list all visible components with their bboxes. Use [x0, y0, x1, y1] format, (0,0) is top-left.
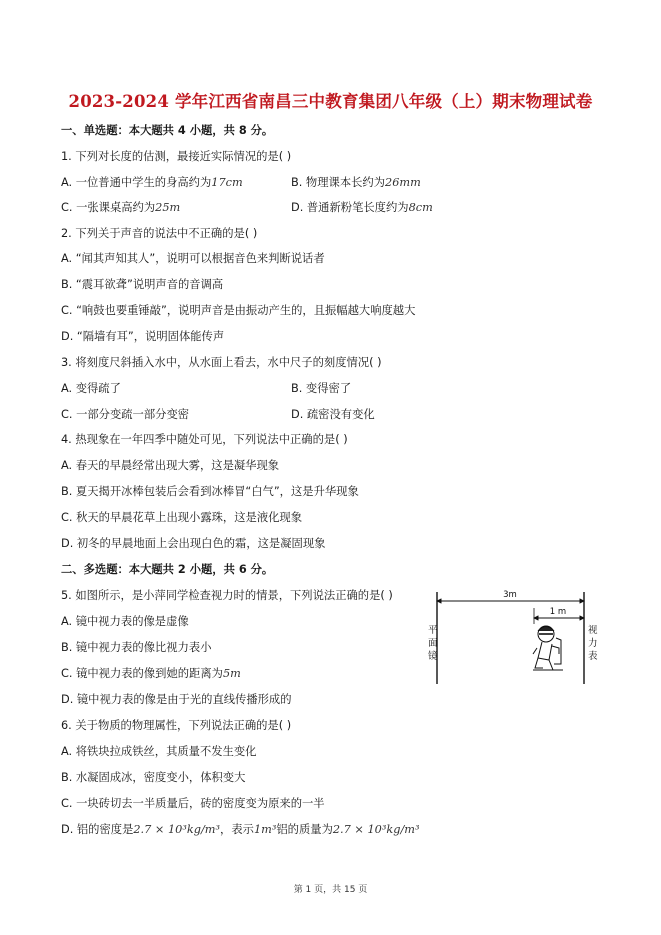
- q4-option-d: D. 初冬的早晨地面上会出现白色的霜，这是凝固现象: [61, 537, 326, 550]
- q6-option-a: A. 将铁块拉成铁丝，其质量不发生变化: [61, 745, 257, 758]
- eye-test-diagram: [425, 588, 615, 688]
- q2-option-a: A. “闻其声知其人”，说明可以根据音色来判断说话者: [61, 252, 325, 265]
- q1-option-c: C. 一张课桌高约为25m: [61, 201, 181, 214]
- q1-option-a: A. 一位普通中学生的身高约为17cm: [61, 176, 243, 189]
- q6-stem: 6. 关于物质的物理属性，下列说法正确的是( ): [61, 719, 292, 732]
- q5-stem: 5. 如图所示，是小萍同学检查视力时的情景，下列说法正确的是( ): [61, 589, 393, 602]
- q4-option-a: A. 春天的早晨经常出现大雾，这是凝华现象: [61, 459, 280, 472]
- page-title: 2023-2024 学年江西省南昌三中教育集团八年级（上）期末物理试卷: [68, 92, 593, 111]
- page-footer: 第 1 页，共 15 页: [293, 885, 368, 895]
- chart-label-2: 力: [588, 638, 598, 649]
- section-single-choice: 一、单选题：本大题共 4 小题，共 8 分。: [61, 124, 274, 137]
- label-1m: 1 m: [549, 607, 567, 617]
- q1-option-b: B. 物理课本长约为26mm: [291, 176, 421, 189]
- q6-option-d: D. 铝的密度是2.7 × 10³kg/m³，表示1m³铝的质量为2.7 × 10³kg/m³: [61, 823, 420, 836]
- q3-option-d: D. 疏密没有变化: [291, 408, 375, 421]
- q4-stem: 4. 热现象在一年四季中随处可见，下列说法中正确的是( ): [61, 433, 348, 446]
- mirror-label-3: 镜: [428, 651, 438, 662]
- q3-option-c: C. 一部分变疏一部分变密: [61, 408, 190, 421]
- q4-option-c: C. 秋天的早晨花草上出现小露珠，这是液化现象: [61, 511, 303, 524]
- label-3m: 3m: [503, 590, 517, 600]
- mirror-label-1: 平: [428, 625, 438, 636]
- q3-option-b: B. 变得密了: [291, 382, 352, 395]
- q1-stem: 1. 下列对长度的估测，最接近实际情况的是( ): [61, 150, 292, 163]
- q5-option-c: C. 镜中视力表的像到她的距离为5m: [61, 667, 241, 680]
- q5-option-b: B. 镜中视力表的像比视力表小: [61, 641, 212, 654]
- q1-option-d: D. 普通新粉笔长度约为8cm: [291, 201, 433, 214]
- section-multi-choice: 二、多选题：本大题共 2 小题，共 6 分。: [61, 563, 274, 576]
- q4-option-b: B. 夏天揭开冰棒包装后会看到冰棒冒“白气”，这是升华现象: [61, 485, 359, 498]
- q6-option-c: C. 一块砖切去一半质量后，砖的密度变为原来的一半: [61, 797, 325, 810]
- q2-option-c: C. “响鼓也要重锤敲”，说明声音是由振动产生的，且振幅越大响度越大: [61, 304, 416, 317]
- q2-option-b: B. “震耳欲聋”说明声音的音调高: [61, 278, 224, 291]
- q6-option-b: B. 水凝固成冰，密度变小，体积变大: [61, 771, 246, 784]
- q2-stem: 2. 下列关于声音的说法中不正确的是( ): [61, 227, 258, 240]
- q3-stem: 3. 将刻度尺斜插入水中，从水面上看去，水中尺子的刻度情况( ): [61, 356, 382, 369]
- q2-option-d: D. “隔墙有耳”，说明固体能传声: [61, 330, 225, 343]
- q5-option-a: A. 镜中视力表的像是虚像: [61, 615, 189, 628]
- person-figure: [533, 626, 563, 670]
- q5-option-d: D. 镜中视力表的像是由于光的直线传播形成的: [61, 693, 292, 706]
- q3-option-a: A. 变得疏了: [61, 382, 121, 395]
- chart-label-1: 视: [588, 625, 598, 636]
- chart-label-3: 表: [588, 651, 598, 662]
- mirror-label-2: 面: [428, 638, 438, 649]
